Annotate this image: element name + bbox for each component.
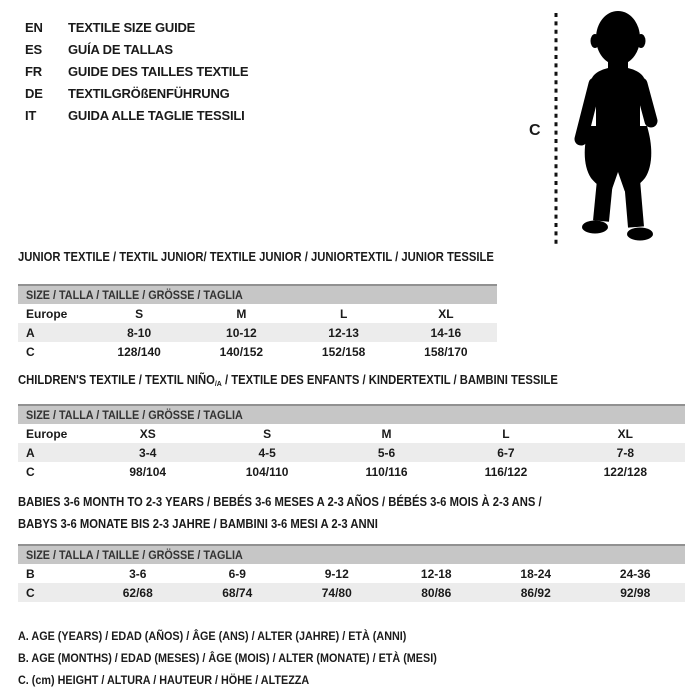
language-label: TEXTILE SIZE GUIDE (68, 19, 196, 35)
children-section-heading: CHILDREN'S TEXTILE / TEXTIL $NIÑO_{/A}$ / TEXTILE DES ENFANTS / KINDERTEXTIL / BAMBINI TESSILE (18, 373, 558, 388)
size-cell: 7-8 (616, 445, 634, 460)
size-cell: 68/74 (222, 585, 253, 600)
size-cell: 8-10 (127, 325, 152, 340)
size-cell: 74/80 (321, 585, 352, 600)
table-row (18, 424, 685, 443)
height-ref-label: C (529, 122, 541, 139)
language-code: IT (25, 107, 37, 123)
junior-size-table (18, 284, 497, 361)
size-cell: 104/110 (245, 464, 289, 479)
footnote-b: B. AGE (MONTHS) / EDAD (MESES) / ÂGE (MOIS) / ALTER (MONATE) / ETÀ (MESI) (18, 651, 437, 665)
row-label: A (26, 445, 35, 460)
language-list (25, 16, 248, 126)
size-cell: 152/158 (321, 344, 366, 359)
size-cell: L (502, 426, 510, 441)
language-code: EN (25, 19, 43, 35)
language-code: ES (25, 41, 42, 57)
size-cell: 10-12 (226, 325, 257, 340)
language-label: TEXTILGRÖßENFÜHRUNG (68, 85, 230, 101)
size-cell: L (339, 306, 348, 321)
size-cell: 140/152 (219, 344, 264, 359)
size-cell: 6-7 (497, 445, 515, 460)
language-label: GUIDE DES TAILLES TEXTILE (68, 63, 249, 79)
table-row (18, 443, 685, 462)
size-cell: 6-9 (228, 566, 246, 581)
row-label: B (26, 566, 35, 581)
size-cell: 116/122 (484, 464, 528, 479)
table-row (18, 304, 497, 323)
language-label: GUIDA ALLE TAGLIE TESSILI (68, 107, 245, 123)
footnote-a: A. AGE (YEARS) / EDAD (AÑOS) / ÂGE (ANS) / ALTER (JAHRE) / ETÀ (ANNI) (18, 629, 407, 643)
language-row (25, 82, 248, 104)
size-cell: 80/86 (421, 585, 452, 600)
row-label: Europe (26, 306, 68, 321)
footnote-c: C. (cm) HEIGHT / ALTURA / HAUTEUR / HÖHE / ALTEZZA (18, 673, 310, 687)
babies-section-heading: BABIES 3-6 MONTH TO 2-3 YEARS / BEBÉS 3-6 MESES A 2-3 AÑOS / BÉBÉS 3-6 MOIS À 2-3 ANS / (18, 495, 542, 509)
table-row (18, 564, 685, 583)
nino-a-subscript: /A (214, 379, 222, 388)
table-row (18, 342, 497, 361)
size-cell: 24-36 (619, 566, 651, 581)
size-cell: 14-16 (430, 325, 462, 340)
size-cell: M (381, 426, 392, 441)
size-cell: XL (438, 306, 454, 321)
babies-size-table (18, 544, 685, 602)
language-code: DE (25, 85, 43, 101)
size-table-header: SIZE / TALLA / TAILLE / GRÖSSE / TAGLIA (18, 284, 497, 304)
size-cell: 98/104 (129, 464, 167, 479)
row-label: Europe (26, 426, 68, 441)
babies-section-heading-line2: BABYS 3-6 MONATE BIS 2-3 JAHRE / BAMBINI 3-6 MESI A 2-3 ANNI (18, 517, 378, 531)
language-label: GUÍA DE TALLAS (68, 41, 173, 57)
table-row (18, 583, 685, 602)
size-cell: XL (617, 426, 633, 441)
language-row (25, 104, 248, 126)
children-size-table (18, 404, 685, 481)
row-label: C (26, 585, 35, 600)
size-cell: 122/128 (603, 464, 648, 479)
footnotes (18, 625, 483, 691)
size-cell: 86/92 (520, 585, 551, 600)
size-cell: XS (139, 426, 156, 441)
size-cell: 12-18 (420, 566, 452, 581)
size-table-header: SIZE / TALLA / TAILLE / GRÖSSE / TAGLIA (18, 404, 685, 424)
row-label: C (26, 464, 35, 479)
language-row (25, 60, 248, 82)
size-table-header: SIZE / TALLA / TAILLE / GRÖSSE / TAGLIA (18, 544, 685, 564)
row-label: C (26, 344, 35, 359)
size-cell: 110/116 (365, 464, 408, 479)
size-cell: 12-13 (328, 325, 359, 340)
size-cell: 128/140 (117, 344, 161, 359)
junior-section-heading: JUNIOR TEXTILE / TEXTIL JUNIOR/ TEXTILE JUNIOR / JUNIORTEXTIL / JUNIOR TESSILE (18, 250, 494, 264)
size-cell: 158/170 (424, 344, 468, 359)
language-row (25, 16, 248, 38)
language-row (25, 38, 248, 60)
size-cell: S (263, 426, 272, 441)
table-row (18, 323, 497, 342)
language-code: FR (25, 63, 42, 79)
size-cell: 62/68 (122, 585, 153, 600)
size-cell: S (135, 306, 144, 321)
size-cell: M (236, 306, 247, 321)
size-reference-figure (520, 8, 690, 250)
size-cell: 5-6 (377, 445, 396, 460)
size-cell: 3-6 (129, 566, 147, 581)
size-cell: 9-12 (324, 566, 349, 581)
table-row (18, 462, 685, 481)
row-label: A (26, 325, 35, 340)
size-cell: 3-4 (139, 445, 157, 460)
size-cell: 18-24 (520, 566, 552, 581)
size-cell: 4-5 (258, 445, 276, 460)
size-cell: 92/98 (620, 585, 651, 600)
toddler-silhouette (520, 8, 690, 250)
